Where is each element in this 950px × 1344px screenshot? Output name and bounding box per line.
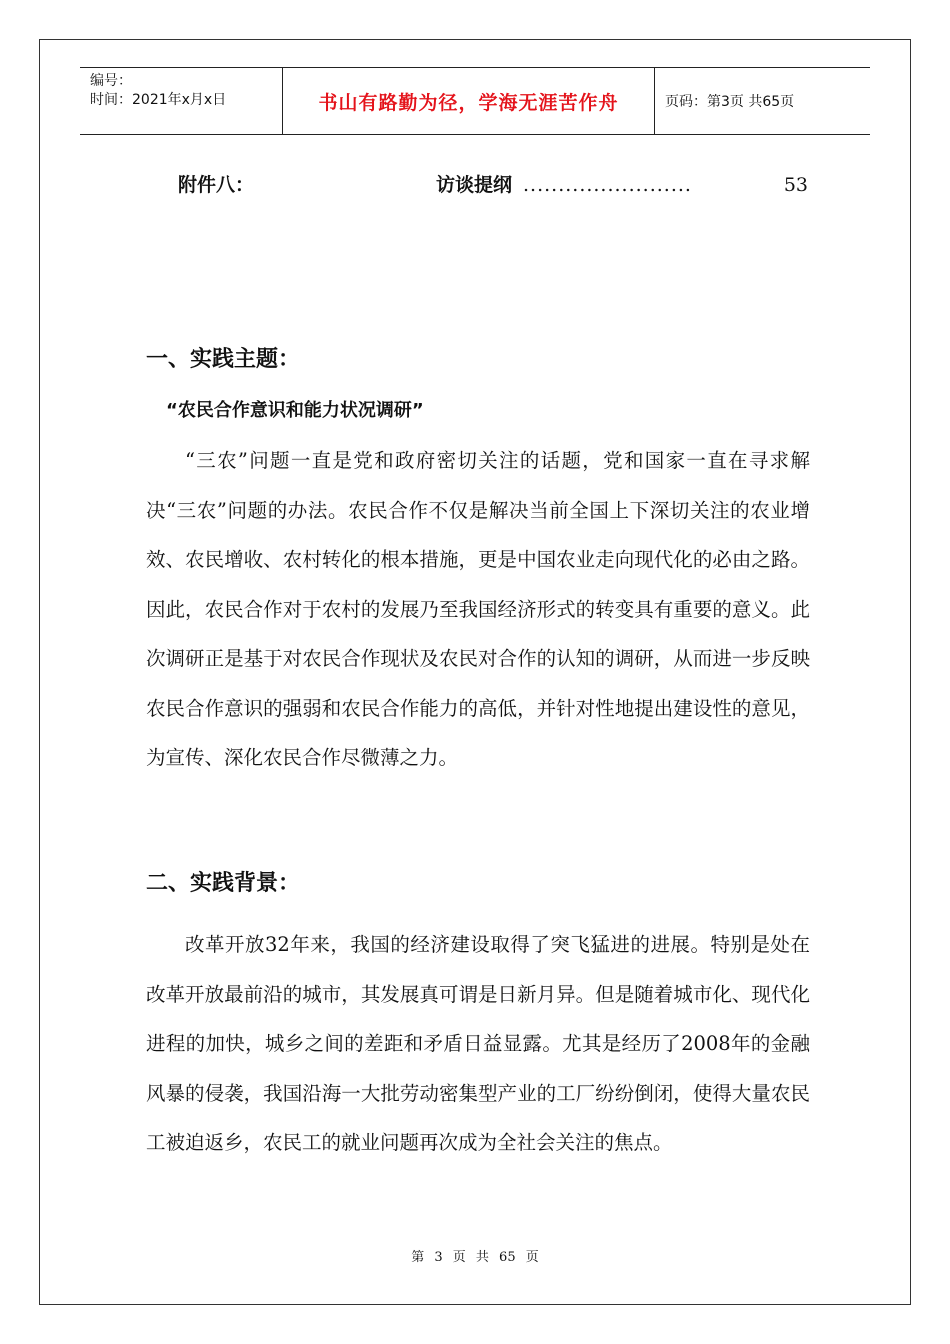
toc-entry-label: 附件八： [178,174,255,196]
page-footer: 第 3 页 共 65 页 [411,1250,539,1265]
header-number-label: 编号： [90,73,132,89]
page-header [80,67,870,135]
header-page-info: 页码：第3页 共65页 [665,94,795,110]
paragraph-background: 改革开放32年来，我国的经济建设取得了突飞猛进的进展。特别是处在改革开放最前沿的城市，其发展真可谓是日新月异。但是随着城市化、现代化进程的加快，城乡之间的差距和矛盾日益显露。尤其是经历了2008年的金融风暴的侵袭，我国沿海一大批劳动密集型产业的工厂纷纷倒闭，使得大量农民工被迫返乡，农民工的就业问题再次成为全社会关注的焦点。 [146,933,810,1154]
toc-entry-page: 53 [783,174,808,196]
paragraph-theme: “三农”问题一直是党和政府密切关注的话题，党和国家一直在寻求解决“三农”问题的办法。农民合作不仅是解决当前全国上下深切关注的农业增效、农民增收、农村转化的根本措施，更是中国农业走向现代化的必由之路。因此，农民合作对于农村的发展乃至我国经济形式的转变具有重要的意义。此次调研正是基于对农民合作现状及农民对合作的认知的调研，从而进一步反映农民合作意识的强弱和农民合作能力的高低，并针对性地提出建设性的意见，为宣传、深化农民合作尽微薄之力。 [146,449,810,769]
header-motto: 书山有路勤为径，学海无涯苦作舟 [282,68,655,134]
header-time-label: 时间：2021年x月x日 [90,92,227,108]
toc-entry-leader: ........................ [523,174,692,196]
section-heading-theme: 一、实践主题： [146,347,301,372]
section-heading-background: 二、实践背景： [146,871,301,896]
toc-entry-title: 访谈提纲 [436,174,513,196]
header-meta [80,68,282,134]
toc-entry [178,170,808,200]
section-subtitle-theme: “农民合作意识和能力状况调研” [166,400,424,421]
